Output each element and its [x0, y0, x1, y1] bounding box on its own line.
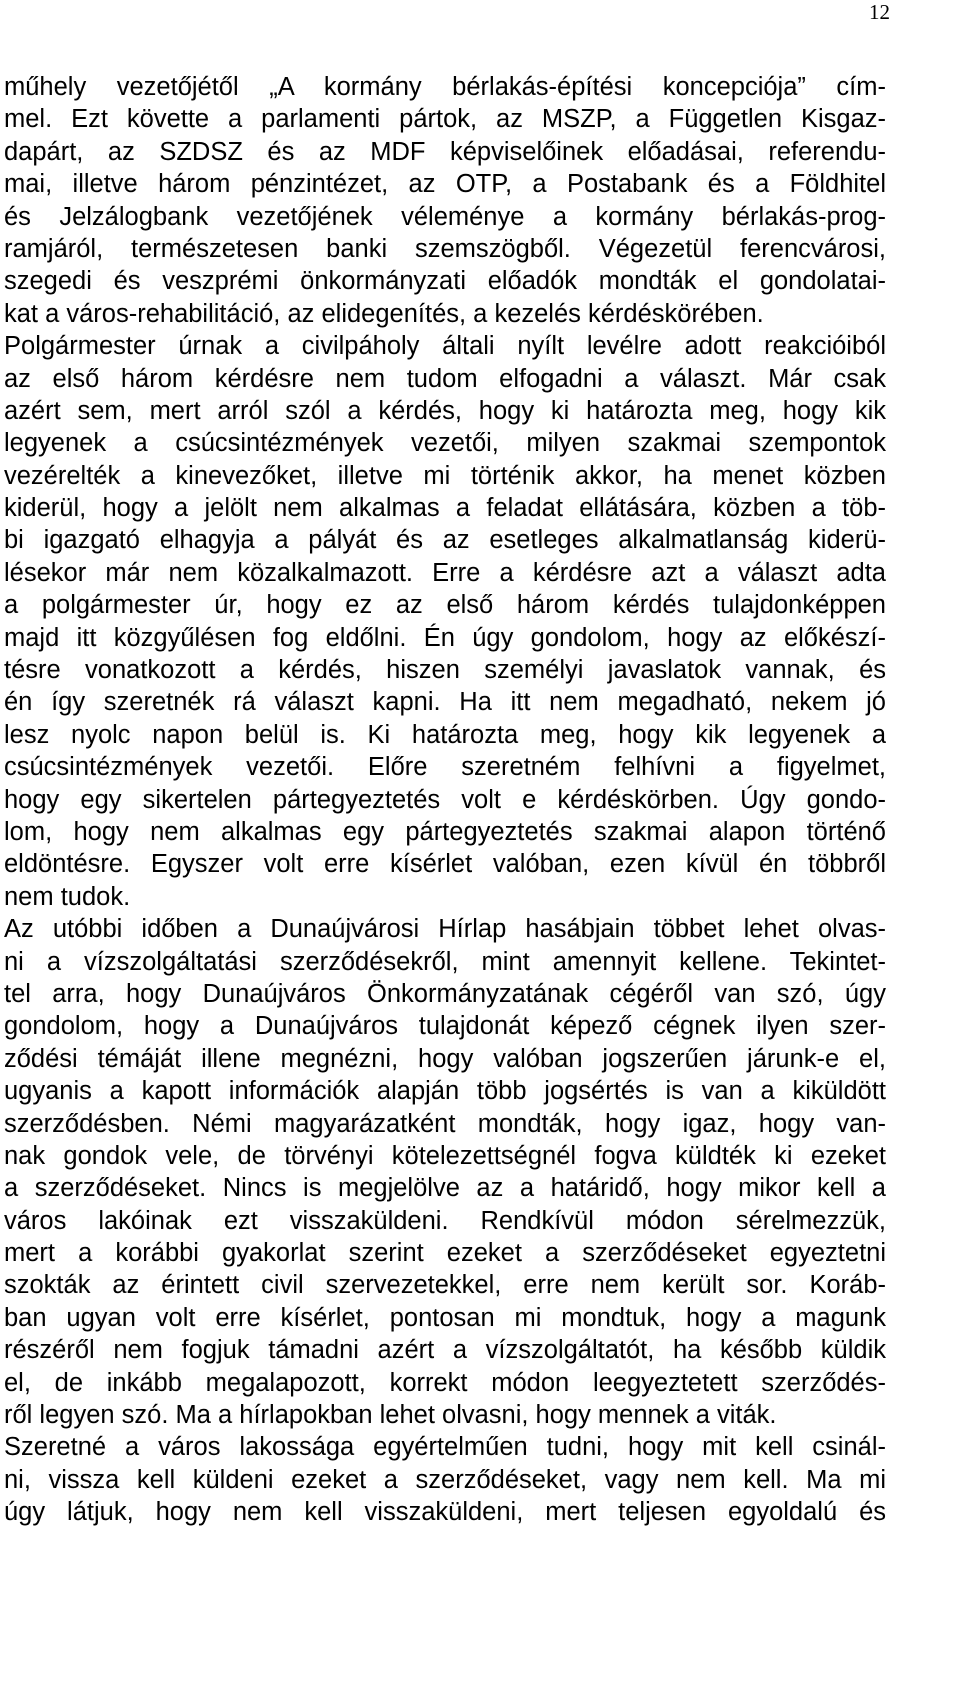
text-line: Az utóbbi időben a Dunaújvárosi Hírlap hasábjain többet lehet olvas-: [4, 915, 886, 944]
text-line: mel. Ezt követte a parlamenti pártok, az MSZP, a Független Kisgaz-: [4, 105, 886, 134]
text-line: hogy egy sikertelen pártegyeztetés volt e kérdéskörben. Úgy gondo-: [4, 785, 886, 814]
page-number: 12: [869, 0, 890, 24]
text-line: szokták az érintett civil szervezetekkel, erre nem került sor. Koráb-: [4, 1271, 886, 1300]
text-line: majd itt közgyűlésen fog eldőlni. Én úgy gondolom, hogy az előkészí-: [4, 623, 886, 652]
text-line: ban ugyan volt erre kísérlet, pontosan mi mondtuk, hogy a magunk: [4, 1303, 886, 1332]
text-line: kiderül, hogy a jelölt nem alkalmas a feladat ellátására, közben a töb-: [4, 494, 886, 523]
text-line: tel arra, hogy Dunaújváros Önkormányzatának cégéről van szó, úgy: [4, 979, 886, 1008]
text-line: dapárt, az SZDSZ és az MDF képviselőinek előadásai, referendu-: [4, 137, 886, 166]
text-line: ni a vízszolgáltatási szerződésekről, mint amennyit kellene. Tekintet-: [4, 947, 886, 976]
text-line: lesz nyolc napon belül is. Ki határozta meg, hogy kik legyenek a: [4, 720, 886, 749]
text-line: én így szeretnék rá választ kapni. Ha itt nem megadható, nekem jó: [4, 688, 886, 717]
text-line: nak gondok vele, de törvényi kötelezettségnél fogva küldték ki ezeket: [4, 1141, 886, 1170]
text-line: és Jelzálogbank vezetőjének véleménye a kormány bérlakás-prog-: [4, 202, 886, 231]
text-line: műhely vezetőjétől „A kormány bérlakás-építési koncepciója” cím-: [4, 73, 886, 101]
text-line: a polgármester úr, hogy ez az első három kérdés tulajdonképpen: [4, 591, 886, 620]
text-line: tésre vonatkozott a kérdés, hiszen személyi javaslatok vannak, és: [4, 656, 886, 685]
text-line: szerződésben. Némi magyarázatként mondták, hogy igaz, hogy van-: [4, 1109, 886, 1138]
text-line: város lakóinak ezt visszaküldeni. Rendkívül módon sérelmezzük,: [4, 1206, 886, 1235]
text-line: azért sem, mert arról szól a kérdés, hogy ki határozta meg, hogy kik: [4, 396, 886, 425]
text-line: szegedi és veszprémi önkormányzati előadók mondták el gondolatai-: [4, 267, 886, 296]
document-body: [4, 71, 886, 1529]
text-line: bi igazgató elhagyja a pályát és az esetleges alkalmatlanság kiderü-: [4, 526, 886, 555]
text-line: mert a korábbi gyakorlat szerint ezeket a szerződéseket egyeztetni: [4, 1239, 886, 1268]
text-line: el, de inkább megalapozott, korrekt módon leegyeztetett szerződés-: [4, 1368, 886, 1397]
text-line: Szeretné a város lakossága egyértelműen tudni, hogy mit kell csinál-: [4, 1433, 886, 1462]
text-line: ződési témáját illene megnézni, hogy valóban jogszerűen járunk-e el,: [4, 1044, 886, 1073]
text-line: mai, illetve három pénzintézet, az OTP, a Postabank és a Földhitel: [4, 170, 886, 199]
text-line: a szerződéseket. Nincs is megjelölve az a határidő, hogy mikor kell a: [4, 1174, 886, 1203]
text-line: lésekor már nem közalkalmazott. Erre a kérdésre azt a választ adta: [4, 558, 886, 587]
text-line: Polgármester úrnak a civilpáholy általi nyílt levélre adott reakcióiból: [4, 332, 886, 361]
text-line: úgy látjuk, hogy nem kell visszaküldeni, mert teljesen egyoldalú és: [4, 1498, 886, 1527]
text-line: nem tudok.: [4, 882, 131, 911]
text-line: legyenek a csúcsintézmények vezetői, milyen szakmai szempontok: [4, 429, 886, 458]
text-line: ni, vissza kell küldeni ezeket a szerződéseket, vagy nem kell. Ma mi: [4, 1465, 886, 1494]
text-line: csúcsintézmények vezetői. Előre szeretném felhívni a figyelmet,: [4, 753, 886, 782]
text-line: részéről nem fogjuk támadni azért a vízszolgáltatót, ha később küldik: [4, 1336, 886, 1365]
text-line: kat a város-rehabilitáció, az elidegenítés, a kezelés kérdéskörében.: [4, 299, 764, 328]
text-line: lom, hogy nem alkalmas egy pártegyeztetés szakmai alapon történő: [4, 817, 886, 846]
text-line: eldöntésre. Egyszer volt erre kísérlet valóban, ezen kívül én többről: [4, 850, 886, 879]
text-line: vezérelték a kinevezőket, illetve mi történik akkor, ha menet közben: [4, 461, 886, 490]
text-line: ről legyen szó. Ma a hírlapokban lehet olvasni, hogy mennek a viták.: [4, 1401, 777, 1430]
text-line: ramjáról, természetesen banki szemszögből. Végezetül ferencvárosi,: [4, 234, 886, 263]
text-line: ugyanis a kapott információk alapján több jogsértés is van a kiküldött: [4, 1077, 886, 1106]
text-line: gondolom, hogy a Dunaújváros tulajdonát képező cégnek ilyen szer-: [4, 1012, 886, 1041]
text-line: az első három kérdésre nem tudom elfogadni a választ. Már csak: [4, 364, 886, 393]
